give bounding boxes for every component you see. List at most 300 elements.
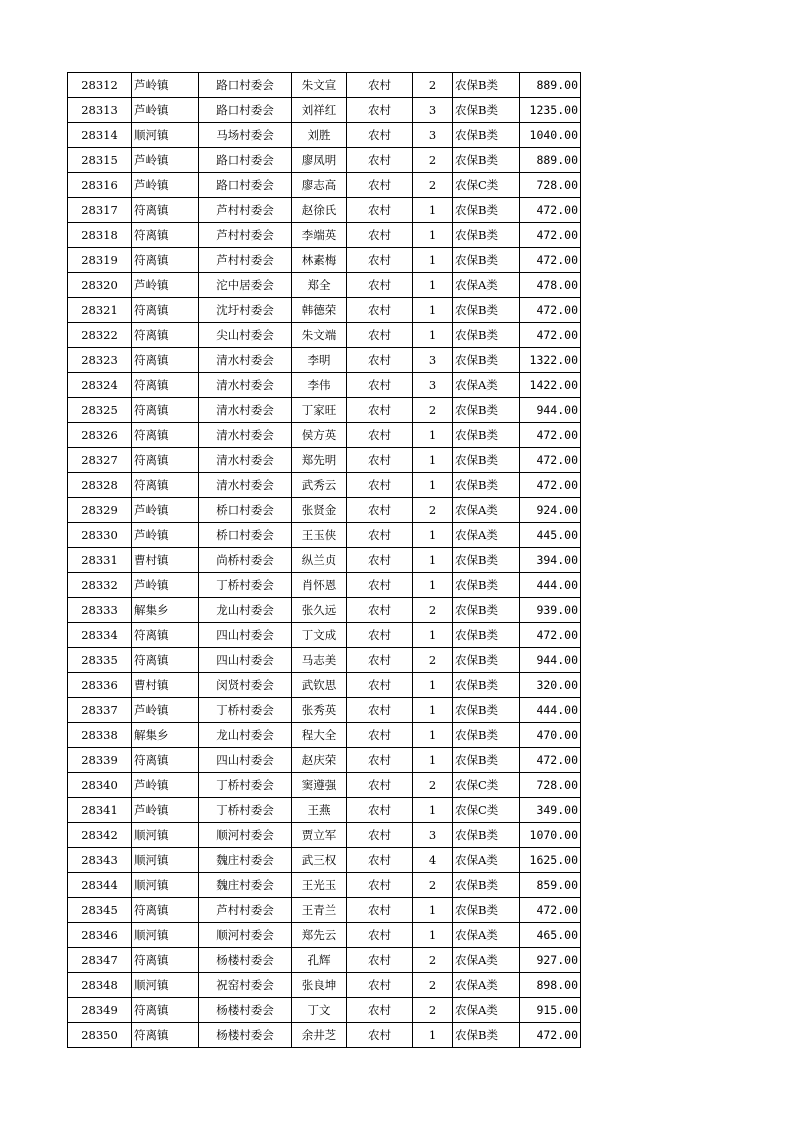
cell-amount: 472.00 [520, 198, 581, 223]
cell-village-committee: 桥口村委会 [199, 498, 292, 523]
cell-member-count: 1 [413, 1023, 453, 1048]
cell-household-type: 农村 [347, 848, 413, 873]
table-row [68, 1023, 581, 1048]
cell-member-count: 2 [413, 948, 453, 973]
cell-person-name: 赵庆荣 [292, 748, 347, 773]
cell-insurance-category: 农保A类 [453, 948, 520, 973]
cell-insurance-category: 农保B类 [453, 73, 520, 98]
cell-person-name: 王光玉 [292, 873, 347, 898]
cell-insurance-category: 农保A类 [453, 523, 520, 548]
cell-insurance-category: 农保B类 [453, 648, 520, 673]
cell-insurance-category: 农保A类 [453, 923, 520, 948]
cell-insurance-category: 农保B类 [453, 348, 520, 373]
cell-town: 顺河镇 [132, 123, 199, 148]
cell-member-count: 1 [413, 748, 453, 773]
cell-insurance-category: 农保B类 [453, 398, 520, 423]
cell-amount: 349.00 [520, 798, 581, 823]
table-row [68, 748, 581, 773]
cell-insurance-category: 农保B类 [453, 623, 520, 648]
cell-town: 符离镇 [132, 198, 199, 223]
cell-village-committee: 路口村委会 [199, 173, 292, 198]
cell-household-type: 农村 [347, 398, 413, 423]
cell-amount: 859.00 [520, 873, 581, 898]
table-row [68, 873, 581, 898]
cell-household-type: 农村 [347, 148, 413, 173]
cell-member-count: 1 [413, 323, 453, 348]
cell-record-id: 28335 [68, 648, 132, 673]
cell-amount: 444.00 [520, 698, 581, 723]
cell-insurance-category: 农保B类 [453, 198, 520, 223]
cell-member-count: 3 [413, 98, 453, 123]
table-row [68, 98, 581, 123]
cell-amount: 898.00 [520, 973, 581, 998]
cell-household-type: 农村 [347, 423, 413, 448]
cell-member-count: 1 [413, 698, 453, 723]
cell-household-type: 农村 [347, 698, 413, 723]
table-row [68, 373, 581, 398]
table-row [68, 948, 581, 973]
cell-amount: 472.00 [520, 898, 581, 923]
cell-town: 解集乡 [132, 598, 199, 623]
cell-household-type: 农村 [347, 73, 413, 98]
cell-person-name: 李明 [292, 348, 347, 373]
cell-village-committee: 清水村委会 [199, 373, 292, 398]
cell-insurance-category: 农保B类 [453, 123, 520, 148]
cell-member-count: 3 [413, 348, 453, 373]
cell-village-committee: 祝窑村委会 [199, 973, 292, 998]
cell-amount: 1322.00 [520, 348, 581, 373]
cell-village-committee: 丁桥村委会 [199, 698, 292, 723]
cell-person-name: 韩德荣 [292, 298, 347, 323]
cell-household-type: 农村 [347, 823, 413, 848]
cell-town: 曹村镇 [132, 673, 199, 698]
cell-amount: 924.00 [520, 498, 581, 523]
table-row [68, 248, 581, 273]
cell-person-name: 纵兰贞 [292, 548, 347, 573]
cell-amount: 915.00 [520, 998, 581, 1023]
cell-record-id: 28320 [68, 273, 132, 298]
cell-amount: 478.00 [520, 273, 581, 298]
cell-member-count: 4 [413, 848, 453, 873]
cell-person-name: 郑全 [292, 273, 347, 298]
cell-village-committee: 顺河村委会 [199, 823, 292, 848]
cell-record-id: 28340 [68, 773, 132, 798]
cell-insurance-category: 农保C类 [453, 798, 520, 823]
cell-record-id: 28333 [68, 598, 132, 623]
roster-body [68, 73, 581, 1048]
cell-member-count: 1 [413, 723, 453, 748]
cell-village-committee: 清水村委会 [199, 473, 292, 498]
cell-household-type: 农村 [347, 248, 413, 273]
cell-household-type: 农村 [347, 173, 413, 198]
cell-member-count: 1 [413, 623, 453, 648]
cell-town: 芦岭镇 [132, 148, 199, 173]
cell-insurance-category: 农保B类 [453, 323, 520, 348]
cell-village-committee: 桥口村委会 [199, 523, 292, 548]
cell-person-name: 丁文 [292, 998, 347, 1023]
table-row [68, 648, 581, 673]
cell-amount: 939.00 [520, 598, 581, 623]
cell-member-count: 1 [413, 548, 453, 573]
cell-insurance-category: 农保A类 [453, 998, 520, 1023]
cell-household-type: 农村 [347, 348, 413, 373]
cell-household-type: 农村 [347, 523, 413, 548]
table-row [68, 823, 581, 848]
table-row [68, 848, 581, 873]
cell-village-committee: 清水村委会 [199, 448, 292, 473]
cell-record-id: 28345 [68, 898, 132, 923]
cell-household-type: 农村 [347, 798, 413, 823]
cell-village-committee: 龙山村委会 [199, 598, 292, 623]
cell-household-type: 农村 [347, 573, 413, 598]
cell-village-committee: 杨楼村委会 [199, 998, 292, 1023]
cell-amount: 445.00 [520, 523, 581, 548]
cell-member-count: 1 [413, 473, 453, 498]
table-row [68, 198, 581, 223]
table-row [68, 798, 581, 823]
cell-record-id: 28315 [68, 148, 132, 173]
cell-town: 顺河镇 [132, 823, 199, 848]
cell-insurance-category: 农保B类 [453, 823, 520, 848]
cell-member-count: 2 [413, 773, 453, 798]
cell-village-committee: 芦村村委会 [199, 198, 292, 223]
cell-household-type: 农村 [347, 873, 413, 898]
cell-record-id: 28325 [68, 398, 132, 423]
cell-amount: 472.00 [520, 248, 581, 273]
cell-person-name: 武三权 [292, 848, 347, 873]
cell-amount: 472.00 [520, 423, 581, 448]
cell-household-type: 农村 [347, 923, 413, 948]
cell-insurance-category: 农保C类 [453, 173, 520, 198]
cell-record-id: 28323 [68, 348, 132, 373]
cell-amount: 394.00 [520, 548, 581, 573]
cell-member-count: 2 [413, 73, 453, 98]
table-row [68, 548, 581, 573]
cell-amount: 889.00 [520, 73, 581, 98]
cell-town: 芦岭镇 [132, 498, 199, 523]
table-row [68, 623, 581, 648]
cell-household-type: 农村 [347, 648, 413, 673]
cell-amount: 320.00 [520, 673, 581, 698]
cell-record-id: 28350 [68, 1023, 132, 1048]
cell-town: 顺河镇 [132, 923, 199, 948]
cell-town: 顺河镇 [132, 873, 199, 898]
cell-amount: 472.00 [520, 448, 581, 473]
cell-member-count: 1 [413, 248, 453, 273]
cell-person-name: 朱文宣 [292, 73, 347, 98]
cell-town: 符离镇 [132, 623, 199, 648]
cell-amount: 944.00 [520, 398, 581, 423]
table-row [68, 923, 581, 948]
cell-member-count: 2 [413, 398, 453, 423]
cell-town: 符离镇 [132, 448, 199, 473]
cell-member-count: 1 [413, 273, 453, 298]
cell-person-name: 王燕 [292, 798, 347, 823]
cell-person-name: 朱文端 [292, 323, 347, 348]
cell-town: 符离镇 [132, 248, 199, 273]
cell-person-name: 窦遵强 [292, 773, 347, 798]
cell-member-count: 1 [413, 923, 453, 948]
cell-insurance-category: 农保B类 [453, 748, 520, 773]
cell-record-id: 28313 [68, 98, 132, 123]
cell-amount: 889.00 [520, 148, 581, 173]
table-row [68, 973, 581, 998]
cell-household-type: 农村 [347, 473, 413, 498]
cell-record-id: 28330 [68, 523, 132, 548]
table-row [68, 173, 581, 198]
cell-household-type: 农村 [347, 273, 413, 298]
cell-person-name: 武钦思 [292, 673, 347, 698]
table-row [68, 473, 581, 498]
cell-village-committee: 尚桥村委会 [199, 548, 292, 573]
cell-village-committee: 路口村委会 [199, 98, 292, 123]
cell-member-count: 1 [413, 573, 453, 598]
cell-household-type: 农村 [347, 998, 413, 1023]
cell-member-count: 2 [413, 873, 453, 898]
cell-person-name: 赵徐氏 [292, 198, 347, 223]
cell-record-id: 28348 [68, 973, 132, 998]
cell-town: 芦岭镇 [132, 698, 199, 723]
cell-insurance-category: 农保B类 [453, 148, 520, 173]
cell-village-committee: 马场村委会 [199, 123, 292, 148]
cell-household-type: 农村 [347, 723, 413, 748]
cell-insurance-category: 农保A类 [453, 273, 520, 298]
cell-amount: 1625.00 [520, 848, 581, 873]
cell-record-id: 28317 [68, 198, 132, 223]
cell-person-name: 张良坤 [292, 973, 347, 998]
cell-town: 符离镇 [132, 473, 199, 498]
cell-village-committee: 芦村村委会 [199, 898, 292, 923]
cell-member-count: 2 [413, 998, 453, 1023]
cell-member-count: 1 [413, 798, 453, 823]
cell-record-id: 28326 [68, 423, 132, 448]
cell-household-type: 农村 [347, 373, 413, 398]
table-row [68, 498, 581, 523]
cell-amount: 444.00 [520, 573, 581, 598]
cell-person-name: 余井芝 [292, 1023, 347, 1048]
table-row [68, 598, 581, 623]
cell-household-type: 农村 [347, 298, 413, 323]
table-row [68, 773, 581, 798]
cell-insurance-category: 农保B类 [453, 873, 520, 898]
cell-member-count: 3 [413, 123, 453, 148]
cell-person-name: 李伟 [292, 373, 347, 398]
cell-member-count: 1 [413, 423, 453, 448]
cell-person-name: 张贤金 [292, 498, 347, 523]
cell-insurance-category: 农保B类 [453, 473, 520, 498]
cell-village-committee: 顺河村委会 [199, 923, 292, 948]
cell-amount: 472.00 [520, 323, 581, 348]
table-row [68, 523, 581, 548]
cell-town: 芦岭镇 [132, 773, 199, 798]
cell-household-type: 农村 [347, 598, 413, 623]
cell-household-type: 农村 [347, 548, 413, 573]
cell-town: 符离镇 [132, 648, 199, 673]
cell-town: 符离镇 [132, 373, 199, 398]
cell-amount: 472.00 [520, 1023, 581, 1048]
table-row [68, 698, 581, 723]
cell-town: 符离镇 [132, 1023, 199, 1048]
cell-person-name: 刘胜 [292, 123, 347, 148]
cell-person-name: 丁家旺 [292, 398, 347, 423]
cell-insurance-category: 农保B类 [453, 573, 520, 598]
cell-record-id: 28334 [68, 623, 132, 648]
cell-record-id: 28328 [68, 473, 132, 498]
cell-insurance-category: 农保B类 [453, 1023, 520, 1048]
cell-member-count: 3 [413, 373, 453, 398]
cell-household-type: 农村 [347, 123, 413, 148]
cell-insurance-category: 农保A类 [453, 498, 520, 523]
cell-record-id: 28312 [68, 73, 132, 98]
cell-insurance-category: 农保B类 [453, 223, 520, 248]
cell-insurance-category: 农保B类 [453, 723, 520, 748]
table-row [68, 73, 581, 98]
cell-person-name: 郑先云 [292, 923, 347, 948]
cell-member-count: 2 [413, 598, 453, 623]
table-row [68, 348, 581, 373]
table-row [68, 448, 581, 473]
cell-member-count: 2 [413, 148, 453, 173]
cell-member-count: 1 [413, 673, 453, 698]
cell-person-name: 张秀英 [292, 698, 347, 723]
table-row [68, 123, 581, 148]
cell-record-id: 28349 [68, 998, 132, 1023]
cell-amount: 470.00 [520, 723, 581, 748]
cell-village-committee: 杨楼村委会 [199, 1023, 292, 1048]
cell-village-committee: 杨楼村委会 [199, 948, 292, 973]
cell-amount: 1422.00 [520, 373, 581, 398]
cell-record-id: 28316 [68, 173, 132, 198]
cell-insurance-category: 农保B类 [453, 898, 520, 923]
cell-record-id: 28329 [68, 498, 132, 523]
table-row [68, 573, 581, 598]
cell-person-name: 侯方英 [292, 423, 347, 448]
cell-town: 顺河镇 [132, 973, 199, 998]
cell-household-type: 农村 [347, 98, 413, 123]
cell-town: 符离镇 [132, 748, 199, 773]
cell-amount: 944.00 [520, 648, 581, 673]
cell-amount: 927.00 [520, 948, 581, 973]
cell-village-committee: 四山村委会 [199, 748, 292, 773]
cell-record-id: 28339 [68, 748, 132, 773]
cell-amount: 728.00 [520, 773, 581, 798]
cell-household-type: 农村 [347, 973, 413, 998]
cell-person-name: 武秀云 [292, 473, 347, 498]
cell-record-id: 28344 [68, 873, 132, 898]
cell-person-name: 郑先明 [292, 448, 347, 473]
cell-record-id: 28319 [68, 248, 132, 273]
cell-town: 符离镇 [132, 398, 199, 423]
cell-village-committee: 路口村委会 [199, 148, 292, 173]
cell-insurance-category: 农保C类 [453, 773, 520, 798]
cell-village-committee: 魏庄村委会 [199, 848, 292, 873]
cell-village-committee: 沱中居委会 [199, 273, 292, 298]
cell-town: 顺河镇 [132, 848, 199, 873]
table-row [68, 273, 581, 298]
cell-member-count: 2 [413, 498, 453, 523]
cell-member-count: 1 [413, 223, 453, 248]
cell-insurance-category: 农保B类 [453, 598, 520, 623]
table-row [68, 223, 581, 248]
table-row [68, 723, 581, 748]
cell-village-committee: 芦村村委会 [199, 223, 292, 248]
roster-table [67, 72, 581, 1048]
cell-amount: 472.00 [520, 473, 581, 498]
cell-village-committee: 沈圩村委会 [199, 298, 292, 323]
table-row [68, 298, 581, 323]
cell-person-name: 林素梅 [292, 248, 347, 273]
cell-household-type: 农村 [347, 898, 413, 923]
cell-insurance-category: 农保B类 [453, 98, 520, 123]
cell-village-committee: 丁桥村委会 [199, 573, 292, 598]
cell-person-name: 李端英 [292, 223, 347, 248]
cell-record-id: 28336 [68, 673, 132, 698]
cell-member-count: 1 [413, 198, 453, 223]
cell-person-name: 廖志高 [292, 173, 347, 198]
cell-town: 芦岭镇 [132, 273, 199, 298]
cell-amount: 472.00 [520, 623, 581, 648]
cell-amount: 465.00 [520, 923, 581, 948]
cell-record-id: 28332 [68, 573, 132, 598]
cell-amount: 728.00 [520, 173, 581, 198]
cell-member-count: 2 [413, 648, 453, 673]
cell-village-committee: 路口村委会 [199, 73, 292, 98]
cell-village-committee: 清水村委会 [199, 398, 292, 423]
cell-record-id: 28331 [68, 548, 132, 573]
cell-insurance-category: 农保B类 [453, 248, 520, 273]
cell-town: 符离镇 [132, 223, 199, 248]
cell-town: 符离镇 [132, 348, 199, 373]
cell-amount: 472.00 [520, 223, 581, 248]
table-row [68, 148, 581, 173]
cell-town: 解集乡 [132, 723, 199, 748]
cell-record-id: 28322 [68, 323, 132, 348]
cell-person-name: 王玉侠 [292, 523, 347, 548]
cell-record-id: 28341 [68, 798, 132, 823]
cell-person-name: 刘祥红 [292, 98, 347, 123]
cell-member-count: 1 [413, 898, 453, 923]
cell-household-type: 农村 [347, 198, 413, 223]
cell-record-id: 28346 [68, 923, 132, 948]
cell-town: 符离镇 [132, 948, 199, 973]
cell-record-id: 28321 [68, 298, 132, 323]
cell-household-type: 农村 [347, 773, 413, 798]
cell-town: 符离镇 [132, 298, 199, 323]
cell-town: 芦岭镇 [132, 523, 199, 548]
cell-person-name: 孔辉 [292, 948, 347, 973]
cell-household-type: 农村 [347, 1023, 413, 1048]
table-row [68, 423, 581, 448]
cell-village-committee: 魏庄村委会 [199, 873, 292, 898]
cell-insurance-category: 农保B类 [453, 423, 520, 448]
cell-person-name: 廖凤明 [292, 148, 347, 173]
cell-household-type: 农村 [347, 448, 413, 473]
cell-record-id: 28342 [68, 823, 132, 848]
cell-record-id: 28337 [68, 698, 132, 723]
cell-household-type: 农村 [347, 498, 413, 523]
table-row [68, 998, 581, 1023]
cell-town: 芦岭镇 [132, 73, 199, 98]
cell-person-name: 肖怀恩 [292, 573, 347, 598]
cell-insurance-category: 农保B类 [453, 698, 520, 723]
cell-member-count: 1 [413, 298, 453, 323]
cell-member-count: 3 [413, 823, 453, 848]
cell-insurance-category: 农保B类 [453, 673, 520, 698]
cell-amount: 1070.00 [520, 823, 581, 848]
cell-insurance-category: 农保B类 [453, 448, 520, 473]
cell-insurance-category: 农保B类 [453, 548, 520, 573]
cell-record-id: 28324 [68, 373, 132, 398]
